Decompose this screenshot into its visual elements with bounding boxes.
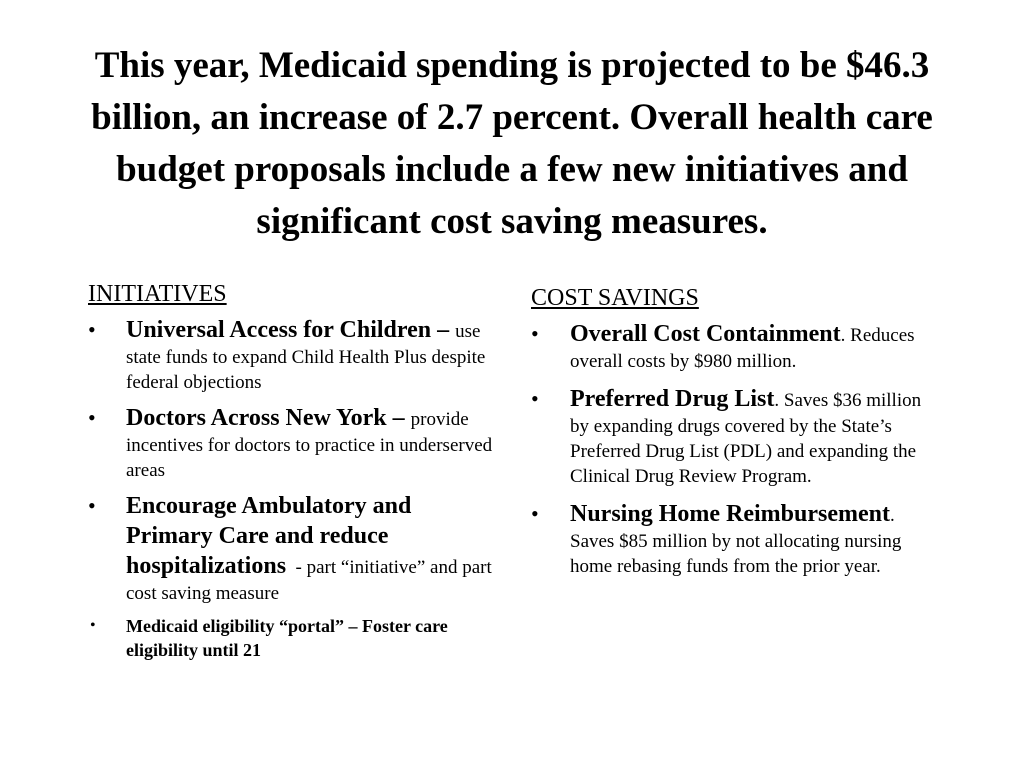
bullet-icon: •	[88, 493, 96, 518]
item-title: Nursing Home Reimbursement	[570, 501, 890, 527]
list-item	[88, 403, 498, 483]
item-title: Doctors Across New York	[126, 405, 387, 431]
initiatives-heading: INITIATIVES	[88, 281, 227, 307]
item-title: Universal Access for Children	[126, 317, 432, 343]
item-title: Preferred Drug List	[570, 386, 775, 412]
bullet-icon: •	[531, 386, 539, 411]
list-item	[88, 491, 498, 606]
list-item	[88, 614, 498, 662]
item-separator: –	[431, 317, 456, 343]
item-title: Encourage Ambulatory and Primary Care and reduce hospitalizations	[126, 493, 412, 579]
item-description: - part “initiative” and part cost saving measure	[126, 557, 492, 604]
item-separator: .	[840, 325, 851, 346]
list-item	[88, 315, 498, 395]
slide-title: This year, Medicaid spending is projected to be $46.3 billion, an increase of 2.7 percent. Overall health care budget proposals include a few new initiatives and significant cost saving measures.	[91, 45, 933, 242]
item-description: Saves $36 million by expanding drugs covered by the State’s Preferred Drug List (PDL) and expanding the Clinical Drug Review Program.	[570, 390, 922, 487]
bullet-icon: •	[90, 617, 96, 634]
cost-savings-column	[531, 283, 941, 589]
item-text: Medicaid eligibility “portal” – Foster care eligibility until 21	[126, 616, 448, 660]
item-separator	[286, 557, 296, 578]
bullet-icon: •	[88, 317, 96, 342]
item-description: provide incentives for doctors to practice in underserved areas	[126, 409, 493, 481]
item-separator: .	[889, 505, 895, 526]
list-item	[531, 499, 941, 579]
initiatives-column	[88, 279, 498, 670]
initiatives-list	[88, 315, 498, 662]
bullet-icon: •	[531, 321, 539, 346]
item-title: Overall Cost Containment	[570, 321, 841, 347]
item-description: use state funds to expand Child Health Plus despite federal objections	[126, 321, 486, 393]
item-separator: .	[774, 390, 784, 411]
item-description: Reduces overall costs by $980 million.	[570, 325, 915, 372]
item-description: Saves $85 million by not allocating nursing home rebasing funds from the prior year.	[570, 531, 902, 577]
cost-savings-heading: COST SAVINGS	[531, 285, 699, 311]
list-item	[531, 384, 941, 489]
bullet-icon: •	[531, 501, 539, 526]
cost-savings-list	[531, 319, 941, 579]
list-item	[531, 319, 941, 374]
bullet-icon: •	[88, 405, 96, 430]
item-separator: –	[386, 405, 411, 431]
